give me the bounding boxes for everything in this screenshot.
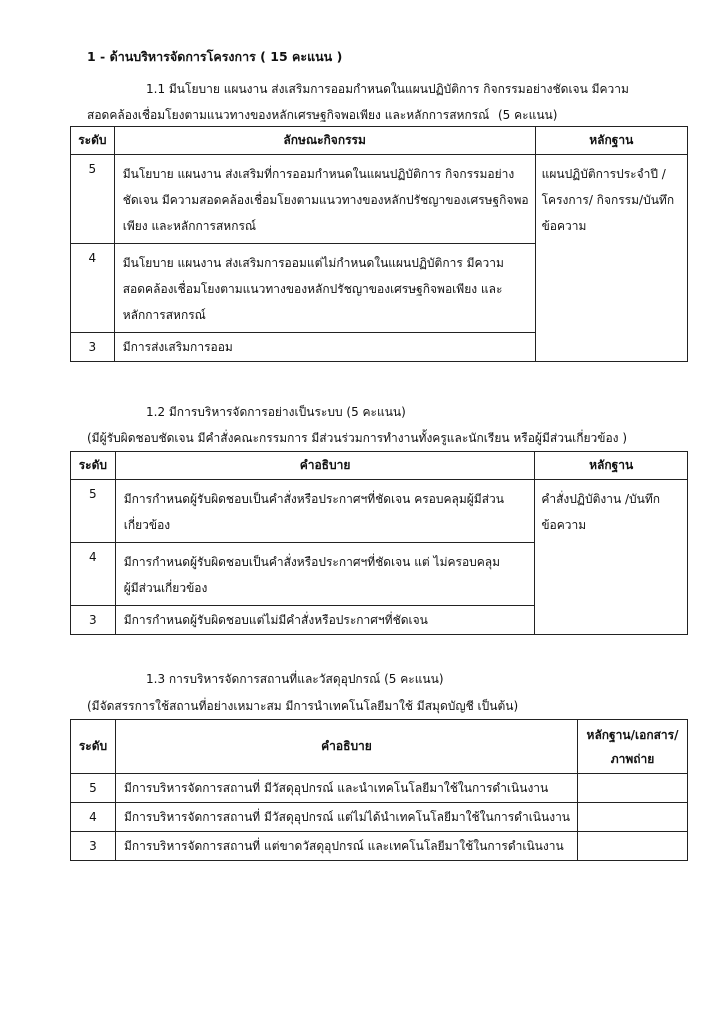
table-row	[71, 480, 688, 543]
row-description: มีการบริหารจัดการสถานที่ มีวัสดุอุปกรณ์ แต่ไม่ได้นำเทคโนโลยีมาใช้ในการดำเนินงาน	[115, 803, 577, 832]
row-level: 4	[71, 244, 115, 333]
row-evidence	[578, 803, 688, 832]
row-evidence	[578, 832, 688, 861]
description-line: มีการกำหนดผู้รับผิดชอบเป็นคำสั่งหรือประกาศฯที่ชัดเจน ครอบคลุมผู้มีส่วน	[123, 492, 504, 506]
evidence-line: คำสั่งปฏิบัติงาน /บันทึก	[541, 492, 661, 506]
row-level: 4	[71, 803, 116, 832]
table-header-row	[71, 452, 688, 480]
section3-table	[70, 719, 688, 861]
row-description: มีการส่งเสริมการออม	[114, 333, 535, 362]
header-description: คำอธิบาย	[115, 452, 535, 480]
description-line: เพียง และหลักการสหกรณ์	[122, 219, 257, 233]
row-description: มีการกำหนดผู้รับผิดชอบแต่ไม่มีคำสั่งหรือประกาศฯที่ชัดเจน	[115, 606, 535, 635]
section2-table	[70, 451, 688, 635]
section2-intro-line2: (มีผู้รับผิดชอบชัดเจน มีคำสั่งคณะกรรมการ มีส่วนร่วมการทำงานทั้งครูและนักเรียน หรือผู้มีส่วนเกี่ยวข้อง )	[87, 431, 628, 445]
description-line: หลักการสหกรณ์	[122, 308, 206, 322]
description-line: มีการกำหนดผู้รับผิดชอบเป็นคำสั่งหรือประกาศฯที่ชัดเจน แต่ ไม่ครอบคลุม	[123, 555, 501, 569]
row-level: 4	[71, 543, 116, 606]
header-evidence	[578, 720, 688, 774]
table-header-row	[71, 127, 688, 155]
header-evidence: หลักฐาน	[535, 452, 688, 480]
row-level: 3	[71, 606, 116, 635]
section1-intro-score: (5 คะแนน)	[498, 108, 558, 122]
description-line: เกี่ยวข้อง	[123, 518, 171, 532]
row-description	[114, 244, 535, 333]
header-level: ระดับ	[71, 127, 115, 155]
row-description: มีการบริหารจัดการสถานที่ แต่ขาดวัสดุอุปกรณ์ และเทคโนโลยีมาใช้ในการดำเนินงาน	[115, 832, 577, 861]
evidence-line: แผนปฏิบัติการประจำปี /	[541, 167, 666, 181]
description-line: มีนโยบาย แผนงาน ส่งเสริมการออมแต่ไม่กำหนดในแผนปฏิบัติการ มีความ	[122, 256, 504, 270]
row-level: 5	[71, 480, 116, 543]
table-row	[71, 832, 688, 861]
row-level: 5	[71, 155, 115, 244]
row-description: มีการบริหารจัดการสถานที่ มีวัสดุอุปกรณ์ และนำเทคโนโลยีมาใช้ในการดำเนินงาน	[115, 774, 577, 803]
section-heading: 1 - ด้านบริหารจัดการโครงการ ( 15 คะแนน )	[87, 49, 343, 64]
table-row	[71, 803, 688, 832]
row-level: 3	[71, 333, 115, 362]
row-evidence	[535, 480, 688, 635]
header-description: คำอธิบาย	[115, 720, 577, 774]
description-line: ผู้มีส่วนเกี่ยวข้อง	[123, 581, 208, 595]
row-level: 5	[71, 774, 116, 803]
row-evidence	[578, 774, 688, 803]
row-evidence	[535, 155, 687, 362]
description-line: ชัดเจน มีความสอดคล้องเชื่อมโยงตามแนวทางของหลักปรัชญาของเศรษฐกิจพอ	[122, 193, 529, 207]
header-evidence: หลักฐาน	[535, 127, 687, 155]
description-line: สอดคล้องเชื่อมโยงตามแนวทางของหลักปรัชญาของเศรษฐกิจพอเพียง และ	[122, 282, 503, 296]
table-header-row	[71, 720, 688, 774]
header-level: ระดับ	[71, 720, 116, 774]
section2-intro-line1: 1.2 มีการบริหารจัดการอย่างเป็นระบบ (5 คะแนน)	[146, 405, 406, 419]
section1-table	[70, 126, 688, 362]
section3-intro-line1: 1.3 การบริหารจัดการสถานที่และวัสดุอุปกรณ์ (5 คะแนน)	[146, 672, 444, 686]
evidence-header-line: ภาพถ่าย	[610, 751, 655, 766]
section1-intro-line1: 1.1 มีนโยบาย แผนงาน ส่งเสริมการออมกำหนดในแผนปฏิบัติการ กิจกรรมอย่างชัดเจน มีความ	[146, 82, 629, 96]
row-description	[115, 480, 535, 543]
table-row	[71, 774, 688, 803]
evidence-line: ข้อความ	[541, 518, 587, 532]
evidence-header-line: หลักฐาน/เอกสาร/	[586, 727, 679, 742]
evidence-line: ข้อความ	[541, 219, 587, 233]
row-level: 3	[71, 832, 116, 861]
section1-intro-line2: สอดคล้องเชื่อมโยงตามแนวทางของหลักเศรษฐกิจพอเพียง และหลักการสหกรณ์	[87, 108, 490, 122]
evidence-line: โครงการ/ กิจกรรม/บันทึก	[541, 193, 675, 207]
header-level: ระดับ	[71, 452, 116, 480]
row-description	[114, 155, 535, 244]
table-row	[71, 155, 688, 244]
description-line: มีนโยบาย แผนงาน ส่งเสริมที่การออมกำหนดในแผนปฏิบัติการ กิจกรรมอย่าง	[122, 167, 515, 181]
section3-intro-line2: (มีจัดสรรการใช้สถานที่อย่างเหมาะสม มีการนำเทคโนโลยีมาใช้ มีสมุดบัญชี เป็นต้น)	[87, 699, 519, 713]
header-description: ลักษณะกิจกรรม	[114, 127, 535, 155]
row-description	[115, 543, 535, 606]
